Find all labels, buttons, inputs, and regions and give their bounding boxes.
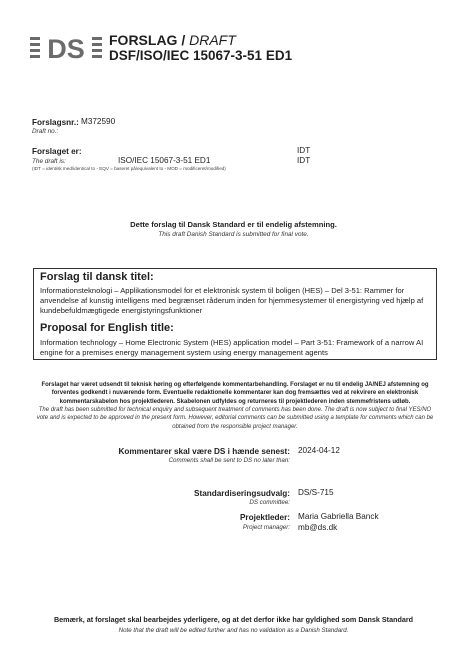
comments-deadline-label: Kommentarer skal være DS i hænde senest: — [118, 447, 290, 456]
project-manager-email[interactable]: mb@ds.dk — [298, 523, 338, 532]
danish-title-heading: Forslag til dansk titel: — [40, 271, 154, 283]
document-id: DSF/ISO/IEC 15067-3-51 ED1 — [109, 48, 293, 63]
notice-text-da: Forslaget har været udsendt til teknisk høring og efterfølgende kommentarbehandling. Forslaget er nu til endelig JA/NEJ afstemning og forventes godkendt i nuværende form. Eventuelle redaktionelle kommentarer kan dog fremsættes ved at rekvirere en elektronisk kommentarskabelon hos projektlederen. Skabelonen udfyldes og returneres til projektlederen inden stemmefristens udløb. — [41, 382, 429, 405]
final-vote-text: Dette forslag til Dansk Standard er til endelig afstemning. — [130, 220, 337, 229]
comments-deadline-value: 2024-04-12 — [298, 446, 340, 455]
english-title-text: Information technology – Home Electronic System (HES) application model – Part 3-51: Framework of a narrow AI engine for a premises energy management system using energy management agents — [40, 338, 424, 358]
proposal-number-label: Forslagsnr.: — [32, 118, 79, 127]
equivalence-code-secondary: IDT — [297, 156, 311, 165]
logo-text: DS — [47, 34, 85, 63]
committee-label-en: DS committee: — [249, 499, 290, 506]
project-manager-label-en: Project manager: — [242, 524, 290, 531]
equivalence-label-en: The draft is: — [32, 158, 66, 165]
english-title-heading: Proposal for English title: — [40, 322, 174, 334]
footer-text-en: Note that the draft will be edited further and has no validation as a Danish Standard. — [118, 627, 349, 634]
equivalence-label: Forslaget er: — [32, 147, 82, 156]
danish-title-text: Informationsteknologi – Applikationsmodel for et elektronisk system til boligen (HES) – Del 3-51: Rammer for anvendelse af kunstig intelligens med begrænset råderum inden for hjemmesystemer til energistyring ved hjælp af kundebefuldmægtigede energistyringsfunktioner — [40, 286, 424, 316]
comments-deadline-label-en: Comments shall be sent to DS no later than: — [168, 457, 290, 464]
proposal-number-label-en: Draft no.: — [32, 128, 59, 135]
equivalence-code-primary: IDT — [297, 146, 311, 155]
draft-label: DRAFT — [189, 32, 236, 48]
equivalence-reference: ISO/IEC 15067-3-51 ED1 — [118, 156, 211, 165]
ds-logo — [30, 33, 102, 63]
footer-text-da: Bemærk, at forslaget skal bearbejdes yderligere, og at det derfor ikke har gyldighed som Dansk Standard — [53, 615, 414, 624]
project-manager-name: Maria Gabriella Banck — [298, 512, 379, 521]
notice-text-en: The draft has been submitted for technical enquiry and subsequent treatment of comments has been done. The draft is now subject to final YES/NO vote and is expected to be approved in the present form. However, editorial comments can be submitted using a template for comments which can be obtained from the responsible project manager. — [36, 407, 434, 430]
committee-label: Standardiseringsudvalg: — [194, 489, 290, 498]
draft-heading — [109, 32, 236, 48]
forslag-label: FORSLAG — [109, 32, 178, 48]
title-separator: / — [177, 32, 190, 48]
equivalence-legend: (IDT = identisk med/identical to - EQV = baseret på/equivalent to - MOD = modificeret/modified) — [32, 166, 226, 171]
committee-value: DS/S-715 — [298, 488, 334, 497]
project-manager-label: Projektleder: — [239, 513, 290, 522]
proposal-number-value: M372590 — [81, 117, 116, 126]
final-vote-text-en: This draft Danish Standard is submitted for final vote. — [158, 231, 309, 238]
